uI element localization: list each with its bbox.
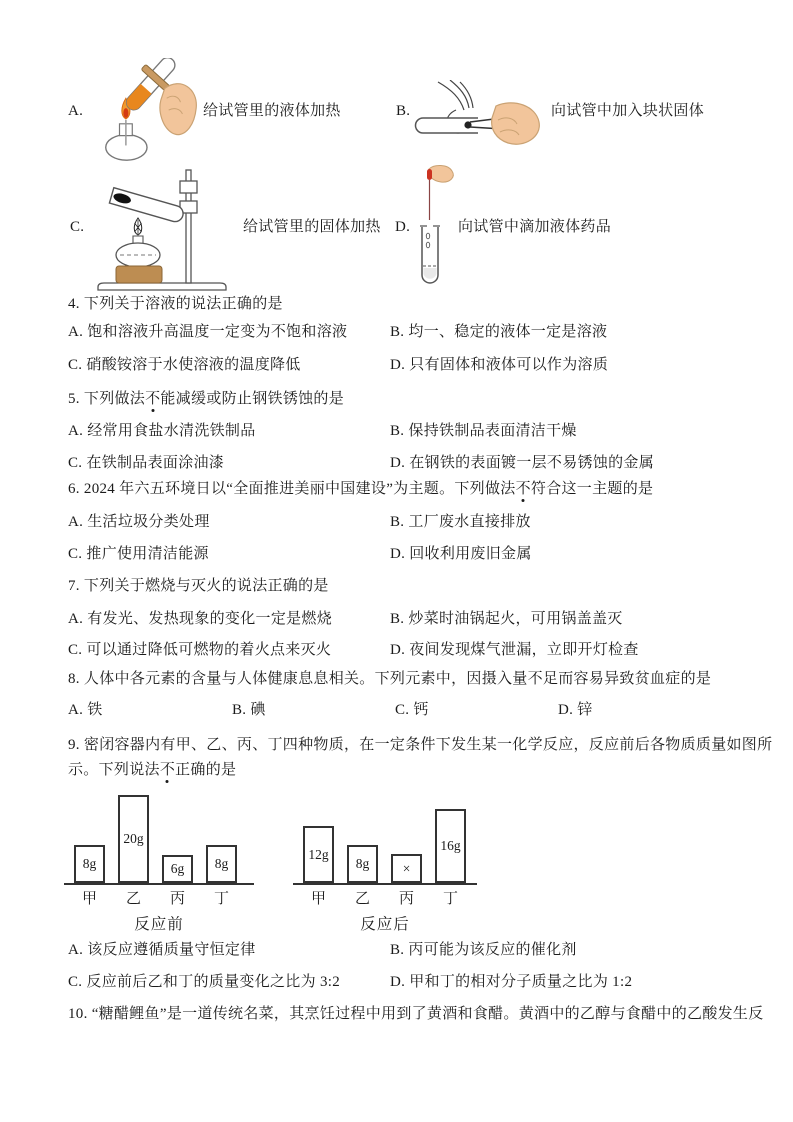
q6-option-c: C. 推广使用清洁能源 [68,546,209,562]
q5-option-c: C. 在铁制品表面涂油漆 [68,455,225,471]
apparatus-b-figure adding-solid-illustration [410,80,548,152]
chart-bars-before [64,790,254,885]
q8-stem: 8. 人体中各元素的含量与人体健康息息相关。下列元素中，因摄入量不足而容易异致贫血症的是 [68,671,712,687]
q9-stem-emphasis: 不 [159,762,176,778]
q9-option-b: B. 丙可能为该反应的催化剂 [390,942,577,958]
q9-option-c: C. 反应前后乙和丁的质量变化之比为 3:2 [68,974,341,990]
chart-category-labels-after [293,887,477,908]
bar-mass-label: 8g [355,856,370,871]
bar-category-label: 甲 [310,891,326,907]
apparatus-d-caption: 向试管中滴加液体药品 [458,219,612,235]
q9-stem-line2: 示。下列说法不正确的是 [68,762,237,778]
apparatus-b-caption: 向试管中加入块状固体 [551,103,705,119]
q4-stem: 4. 下列关于溶液的说法正确的是 [68,296,283,312]
bar-甲 [303,826,334,883]
q8-option-a: A. 铁 [68,702,103,718]
q9-stem-line1: 9. 密闭容器内有甲、乙、丙、丁四种物质，在一定条件下发生某一化学反应，反应前后各物质质量如图所 [68,737,773,753]
apparatus-b-letter: B. [396,103,411,119]
q7-stem: 7. 下列关于燃烧与灭火的说法正确的是 [68,578,329,594]
bar-mass-label: 6g [170,861,185,876]
bar-mass-label: 8g [82,856,97,871]
q4-option-a: A. 饱和溶液升高温度一定变为不饱和溶液 [68,324,348,340]
bar-category-label: 丙 [169,891,185,907]
q7-option-c: C. 可以通过降低可燃物的着火点来灭火 [68,642,332,658]
q6-option-a: A. 生活垃圾分类处理 [68,514,210,530]
q7-option-b: B. 炒菜时油锅起火，可用锅盖盖灭 [390,611,623,627]
q6-stem: 6. 2024 年六五环境日以“全面推进美丽中国建设”为主题。下列做法不符合这一主题的是 [68,481,654,497]
bar-乙 [347,845,378,883]
q5-stem: 5. 下列做法不能减缓或防止钢铁锈蚀的是 [68,391,345,407]
q6-stem-emphasis: 不 [515,481,531,497]
q7-option-a: A. 有发光、发热现象的变化一定是燃烧 [68,611,333,627]
q6-option-d: D. 回收利用废旧金属 [390,546,532,562]
bar-mass-label: 8g [214,856,229,871]
chart-bars-after [293,790,477,885]
q4-option-c: C. 硝酸铵溶于水使溶液的温度降低 [68,357,301,373]
bar-丁 [206,845,237,883]
bar-chart-before-reaction [64,790,254,934]
bar-category-label: 甲 [81,891,97,907]
apparatus-c-letter: C. [70,219,85,235]
q5-option-b: B. 保持铁制品表面清洁干燥 [390,423,577,439]
q5-option-a: A. 经常用食盐水清洗铁制品 [68,423,256,439]
bar-category-label: 丙 [398,891,414,907]
q5-stem-emphasis: 不 [145,391,161,407]
bar-mass-label: 16g [440,838,461,853]
bar-甲 [74,845,105,883]
q4-option-d: D. 只有固体和液体可以作为溶质 [390,357,609,373]
bar-丁 [435,809,466,883]
q5-option-d: D. 在钢铁的表面镀一层不易锈蚀的金属 [390,455,655,471]
bar-mass-label: 12g [308,846,329,862]
apparatus-a-letter: A. [68,103,84,119]
q8-option-d: D. 锌 [558,702,593,718]
q4-option-b: B. 均一、稳定的液体一定是溶液 [390,324,608,340]
bar-category-label: 乙 [125,891,141,907]
bar-category-label: 乙 [354,891,370,907]
bar-丙 [391,854,422,883]
chart-category-labels-before [64,887,254,908]
q9-option-a: A. 该反应遵循质量守恒定律 [68,942,256,958]
apparatus-d-figure dropper-illustration [415,164,460,292]
q10-stem: 10. “糖醋鲤鱼”是一道传统名菜，其烹饪过程中用到了黄酒和食醋。黄酒中的乙醇与食醋中的乙酸发生反 [68,1006,764,1022]
bar-category-label: 丁 [442,891,458,907]
bar-mass-label: × [402,860,411,876]
apparatus-a-figure heating-liquid-illustration [90,58,208,168]
q7-option-d: D. 夜间发现煤气泄漏，立即开灯检查 [390,642,639,658]
chart-title-after: 反应后 [360,916,410,933]
apparatus-d-letter: D. [395,219,411,235]
q6-option-b: B. 工厂废水直接排放 [390,514,531,530]
q9-option-d: D. 甲和丁的相对分子质量之比为 1:2 [390,974,633,990]
bar-category-label: 丁 [213,891,229,907]
apparatus-a-caption: 给试管里的液体加热 [203,103,341,119]
bar-丙 [162,855,193,883]
apparatus-c-caption: 给试管里的固体加热 [243,219,381,235]
bar-chart-after-reaction [293,790,477,934]
bar-乙 [118,795,149,883]
bar-mass-label: 20g [123,831,144,846]
chart-title-before: 反应前 [134,916,184,933]
q8-option-b: B. 碘 [232,702,266,718]
apparatus-c-figure heating-solid-illustration [90,166,240,294]
q8-option-c: C. 钙 [395,702,429,718]
